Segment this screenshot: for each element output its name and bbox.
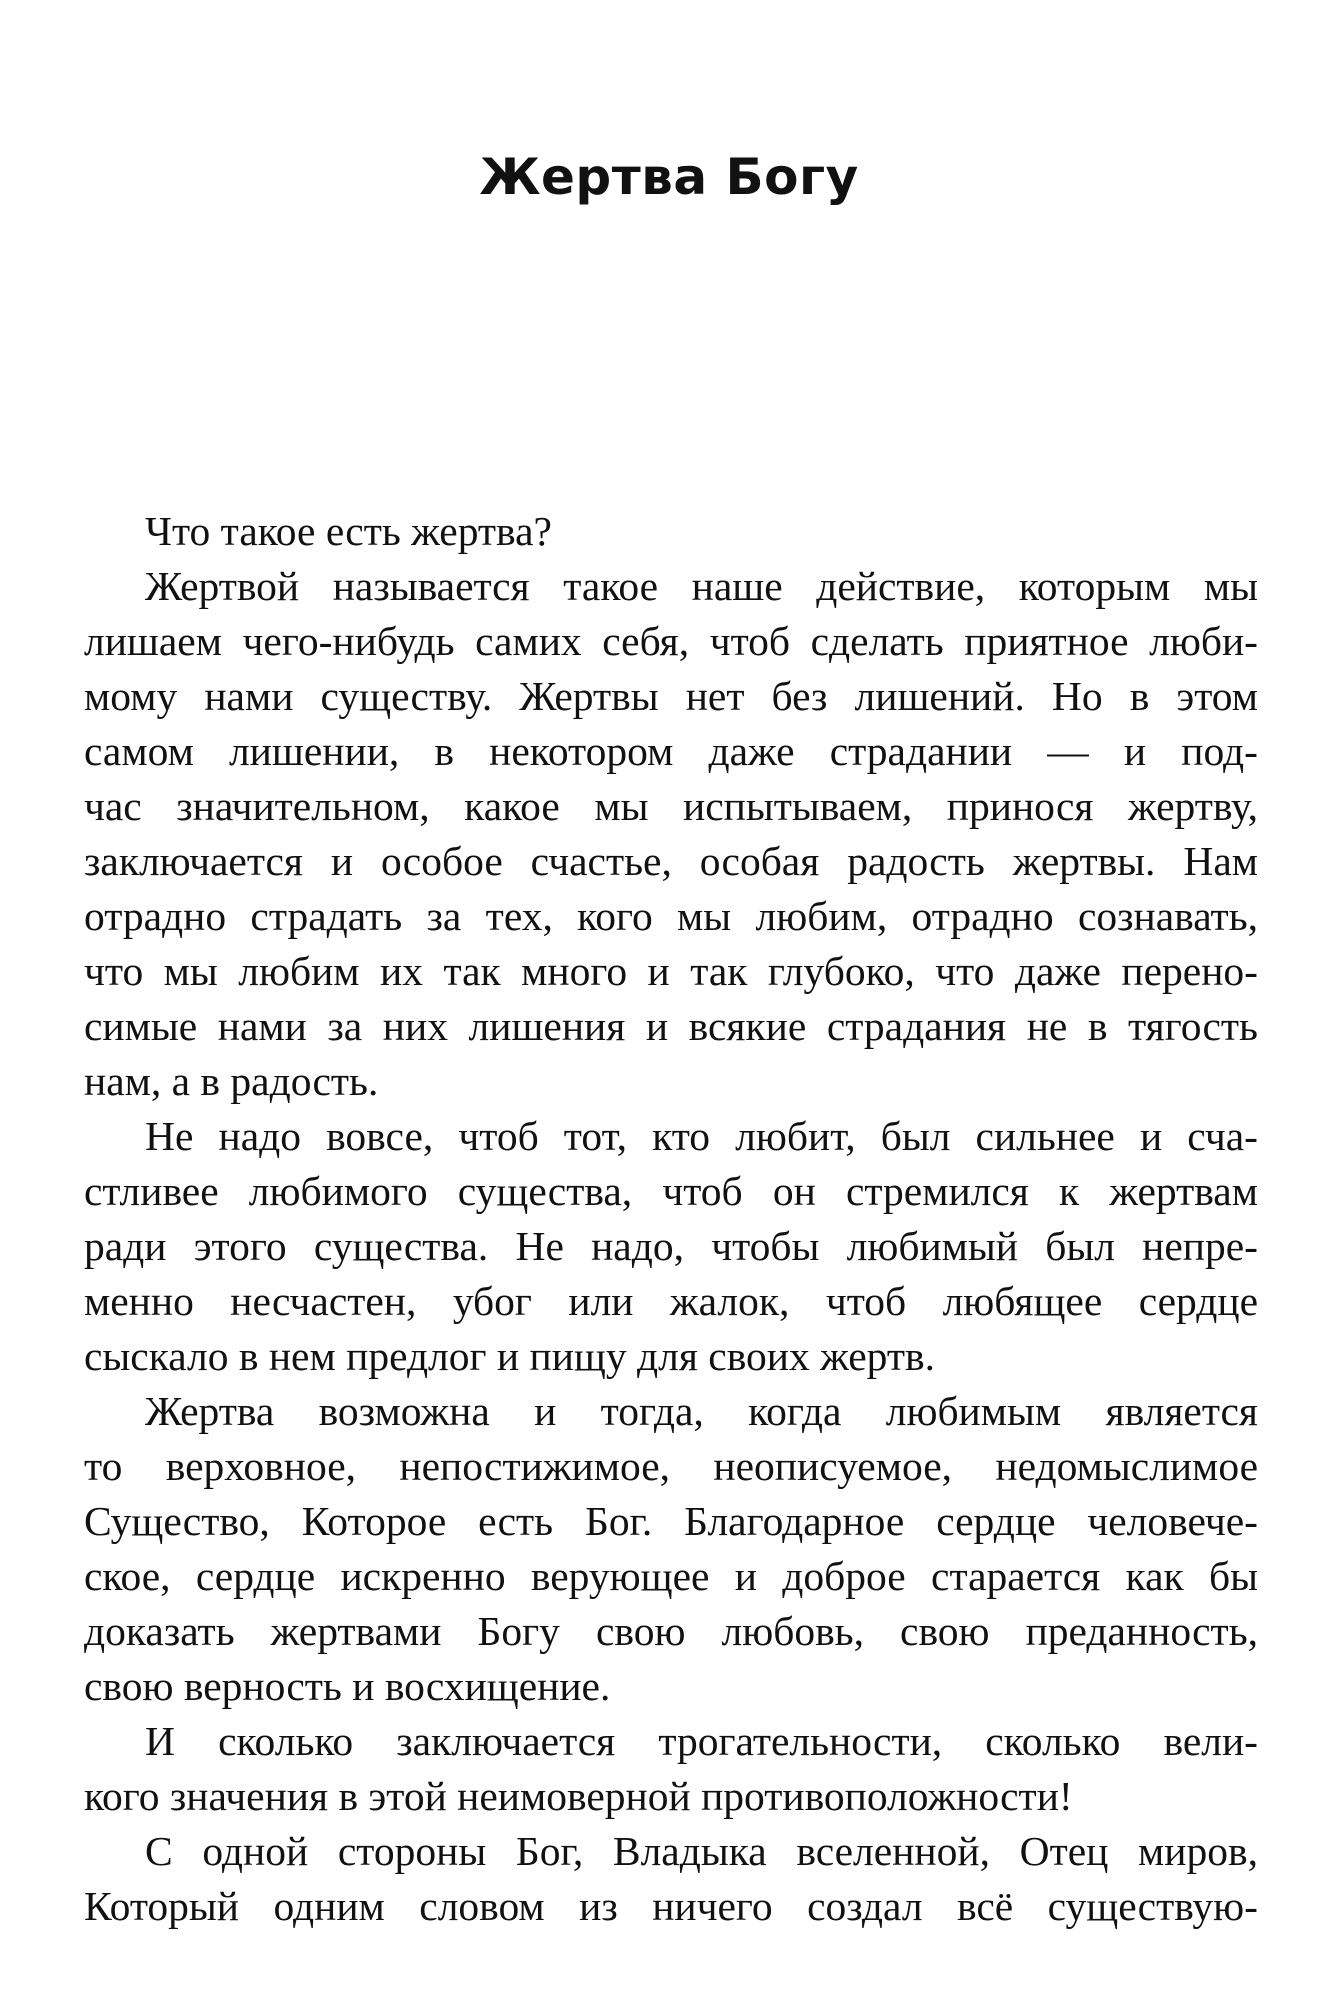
text-line: сыскало в нем предлог и пищу для своих жертв. — [84, 1333, 935, 1379]
text-line: стливее любимого существа, чтоб он стремился к жертвам — [84, 1168, 1258, 1214]
text-line: С одной стороны Бог, Владыка вселенной, Отец миров, — [145, 1828, 1258, 1874]
text-line: мому нами существу. Жертвы нет без лишений. Но в этом — [84, 673, 1258, 719]
text-line: симые нами за них лишения и всякие страдания не в тягость — [84, 1003, 1258, 1049]
chapter-body — [84, 504, 1258, 1934]
text-line: заключается и особое счастье, особая радость жертвы. Нам — [84, 838, 1258, 884]
text-line: отрадно страдать за тех, кого мы любим, отрадно сознавать, — [84, 893, 1258, 939]
text-line: Жертвой называется такое наше действие, которым мы — [145, 563, 1258, 609]
text-line: то верховное, непостижимое, неописуемое, недомыслимое — [84, 1443, 1258, 1489]
text-line: ради этого существа. Не надо, чтобы любимый был непре- — [84, 1223, 1258, 1269]
text-line: час значительном, какое мы испытываем, принося жертву, — [84, 783, 1258, 829]
text-line: что мы любим их так много и так глубоко, что даже перено- — [84, 948, 1258, 994]
text-line: менно несчастен, убог или жалок, чтоб любящее сердце — [84, 1278, 1258, 1324]
text-line: свою верность и восхищение. — [84, 1663, 611, 1709]
chapter-title: Жертва Богу — [479, 148, 859, 206]
text-line: ское, сердце искренно верующее и доброе старается как бы — [84, 1553, 1258, 1599]
text-line: кого значения в этой неимоверной противоположности! — [84, 1773, 1073, 1819]
text-line: Существо, Которое есть Бог. Благодарное сердце человече- — [84, 1498, 1258, 1544]
text-line: Что такое есть жертва? — [145, 508, 552, 554]
text-line: самом лишении, в некотором даже страдании — и под- — [84, 728, 1258, 774]
text-line: Который одним словом из ничего создал всё существую- — [84, 1883, 1258, 1929]
text-line: лишаем чего-нибудь самих себя, чтоб сделать приятное люби- — [84, 618, 1258, 664]
text-line: доказать жертвами Богу свою любовь, свою преданность, — [84, 1608, 1258, 1654]
text-line: И сколько заключается трогательности, сколько вели- — [145, 1718, 1258, 1764]
text-line: Не надо вовсе, чтоб тот, кто любит, был сильнее и сча- — [145, 1113, 1258, 1159]
text-line: нам, а в радость. — [84, 1058, 379, 1104]
text-line: Жертва возможна и тогда, когда любимым является — [145, 1388, 1258, 1434]
